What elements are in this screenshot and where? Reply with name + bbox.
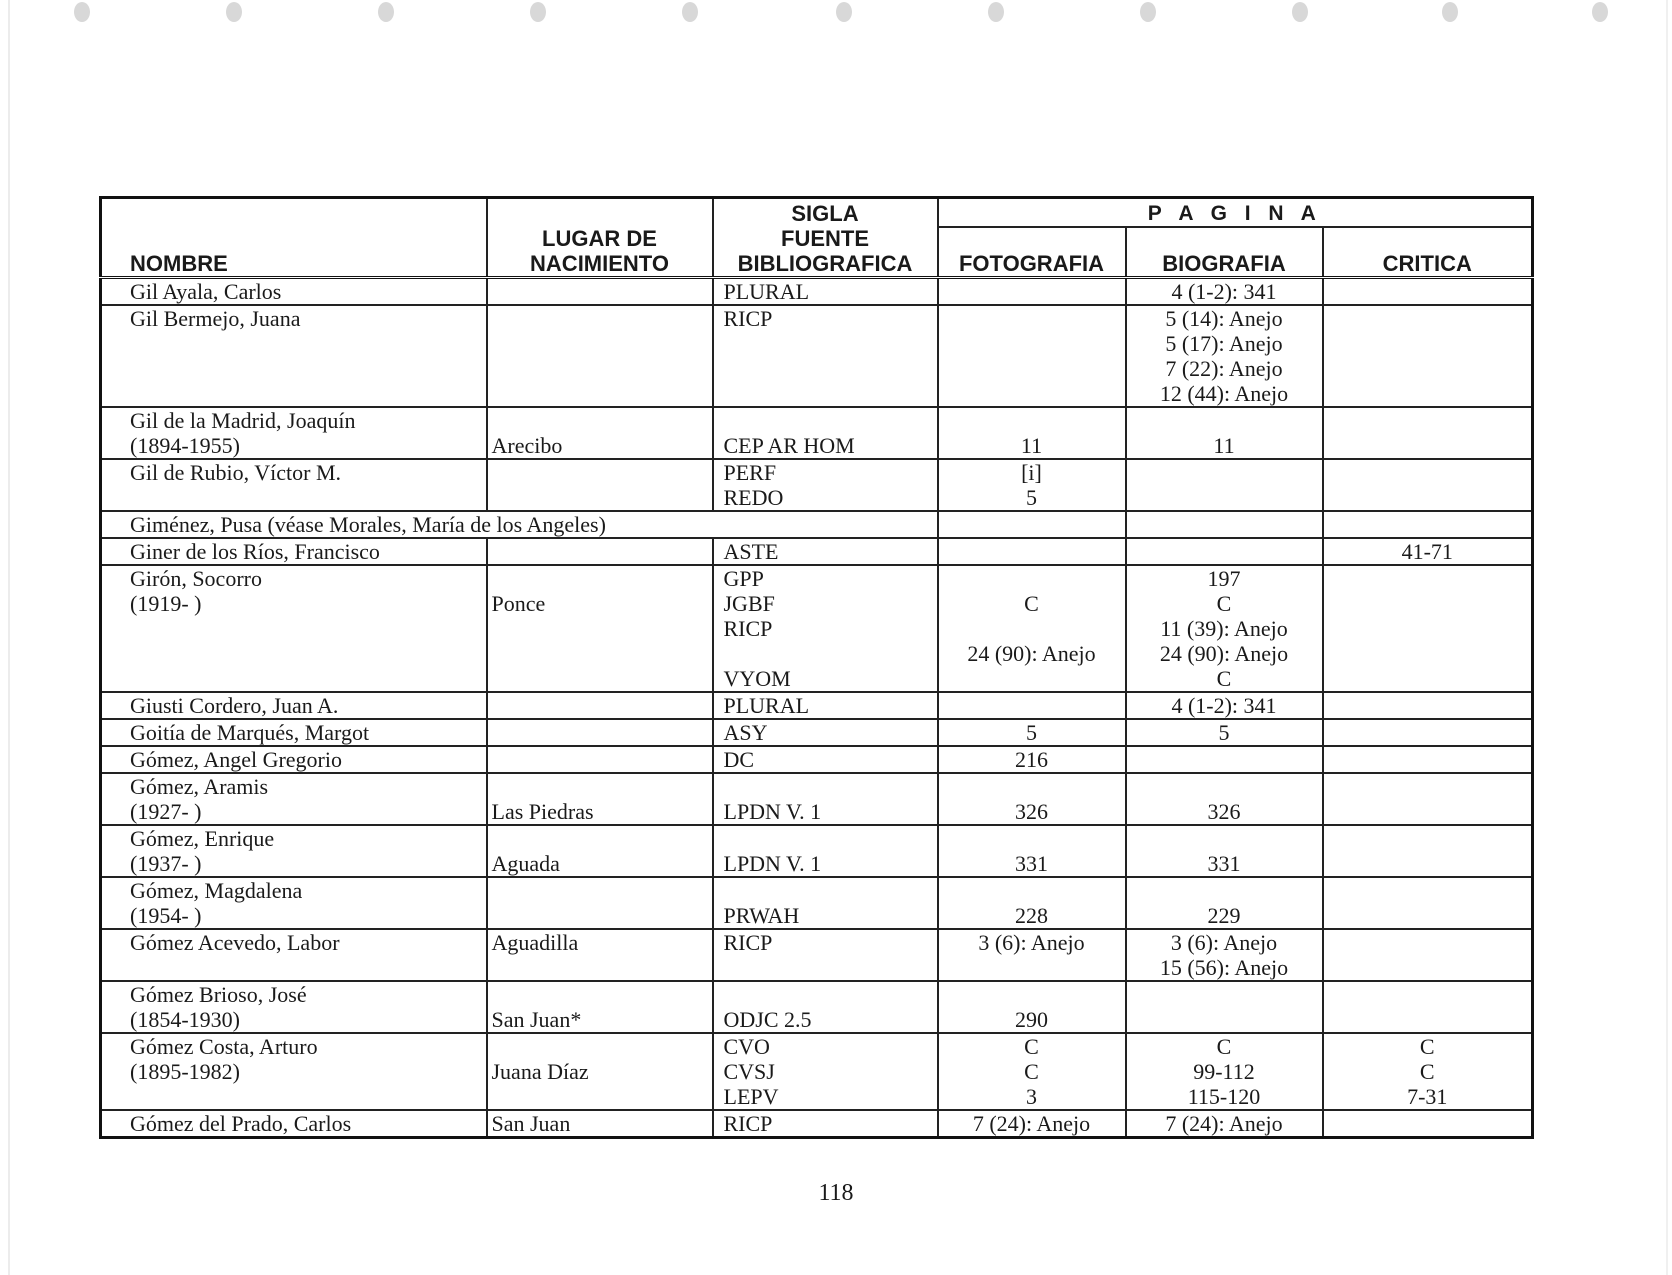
cell-nombre: Gómez, Angel Gregorio [101, 746, 487, 773]
cell-critica [1323, 407, 1533, 459]
table-row [101, 459, 1533, 511]
cell-biografia: C 99-112 115-120 [1126, 1033, 1323, 1110]
table-row [101, 773, 1533, 825]
cell-nombre: Goitía de Marqués, Margot [101, 719, 487, 746]
cell-biografia [1126, 511, 1323, 538]
header-lugar: LUGAR DE NACIMIENTO [487, 198, 713, 278]
cell-sigla: RICP [713, 305, 938, 407]
cell-sigla: CVO CVSJ LEPV [713, 1033, 938, 1110]
binder-hole [226, 2, 242, 22]
cell-critica [1323, 773, 1533, 825]
binder-hole [1292, 2, 1308, 22]
table-row [101, 407, 1533, 459]
cell-nombre: Gómez, Magdalena (1954- ) [101, 877, 487, 929]
cell-fotografia: 7 (24): Anejo [938, 1110, 1126, 1138]
table-row [101, 278, 1533, 306]
cell-biografia: 326 [1126, 773, 1323, 825]
cell-lugar [487, 719, 713, 746]
cell-fotografia [938, 305, 1126, 407]
cell-sigla: ASTE [713, 538, 938, 565]
table-body [101, 278, 1533, 1138]
table-row [101, 929, 1533, 981]
cell-sigla: RICP [713, 929, 938, 981]
binder-holes [0, 0, 1672, 30]
cell-critica [1323, 746, 1533, 773]
binder-hole [74, 2, 90, 22]
binder-hole [378, 2, 394, 22]
cell-fotografia: C 24 (90): Anejo [938, 565, 1126, 692]
table-row [101, 511, 1533, 538]
cell-lugar: Las Piedras [487, 773, 713, 825]
cell-fotografia: C C 3 [938, 1033, 1126, 1110]
cell-lugar [487, 538, 713, 565]
cell-biografia: 197 C 11 (39): Anejo 24 (90): Anejo C [1126, 565, 1323, 692]
page-edge-right [1666, 0, 1668, 1275]
cell-lugar [487, 305, 713, 407]
cell-lugar: Ponce [487, 565, 713, 692]
cell-fotografia: 290 [938, 981, 1126, 1033]
cell-biografia [1126, 981, 1323, 1033]
header-fotografia: FOTOGRAFIA [938, 227, 1126, 278]
cell-nombre: Gómez, Aramis (1927- ) [101, 773, 487, 825]
table-row [101, 565, 1533, 692]
table-row [101, 692, 1533, 719]
cell-lugar [487, 459, 713, 511]
cell-lugar: San Juan [487, 1110, 713, 1138]
cell-lugar: San Juan* [487, 981, 713, 1033]
cell-sigla: ASY [713, 719, 938, 746]
cell-nombre: Girón, Socorro (1919- ) [101, 565, 487, 692]
cell-nombre: Gil de Rubio, Víctor M. [101, 459, 487, 511]
cell-lugar [487, 278, 713, 306]
header-pagina: P A G I N A [938, 198, 1533, 228]
cell-nombre: Gómez Brioso, José (1854-1930) [101, 981, 487, 1033]
cell-biografia: 11 [1126, 407, 1323, 459]
cell-biografia [1126, 538, 1323, 565]
table-row [101, 825, 1533, 877]
cell-lugar: Arecibo [487, 407, 713, 459]
table-row [101, 1110, 1533, 1138]
cell-fotografia [938, 278, 1126, 306]
header-nombre: NOMBRE [101, 198, 487, 278]
cell-critica [1323, 981, 1533, 1033]
cell-critica [1323, 692, 1533, 719]
cell-sigla: PLURAL [713, 278, 938, 306]
cell-critica [1323, 1110, 1533, 1138]
cell-biografia: 3 (6): Anejo 15 (56): Anejo [1126, 929, 1323, 981]
cell-fotografia: 5 [938, 719, 1126, 746]
cell-critica [1323, 877, 1533, 929]
cell-critica [1323, 278, 1533, 306]
cell-lugar [487, 692, 713, 719]
cell-sigla: PRWAH [713, 877, 938, 929]
cell-critica: C C 7-31 [1323, 1033, 1533, 1110]
cell-biografia: 4 (1-2): 341 [1126, 278, 1323, 306]
cell-critica [1323, 719, 1533, 746]
table-row [101, 1033, 1533, 1110]
header-biografia: BIOGRAFIA [1126, 227, 1323, 278]
cell-biografia [1126, 746, 1323, 773]
cell-sigla: PLURAL [713, 692, 938, 719]
cell-fotografia [938, 538, 1126, 565]
cell-fotografia: 3 (6): Anejo [938, 929, 1126, 981]
cell-fotografia [938, 692, 1126, 719]
cell-nombre: Gil Ayala, Carlos [101, 278, 487, 306]
header-critica: CRITICA [1323, 227, 1533, 278]
cell-biografia: 229 [1126, 877, 1323, 929]
cell-fotografia: 228 [938, 877, 1126, 929]
cell-critica: 41-71 [1323, 538, 1533, 565]
page-number: 118 [818, 1180, 854, 1206]
cell-nombre: Gil de la Madrid, Joaquín (1894-1955) [101, 407, 487, 459]
cell-sigla: CEP AR HOM [713, 407, 938, 459]
cell-sigla: DC [713, 746, 938, 773]
cell-sigla: ODJC 2.5 [713, 981, 938, 1033]
table-row [101, 877, 1533, 929]
cell-sigla: LPDN V. 1 [713, 773, 938, 825]
page-edge-left [8, 0, 10, 1275]
table-row [101, 981, 1533, 1033]
cell-fotografia: 216 [938, 746, 1126, 773]
cell-fotografia: 331 [938, 825, 1126, 877]
table-row [101, 719, 1533, 746]
cell-nombre: Gómez Costa, Arturo (1895-1982) [101, 1033, 487, 1110]
cell-nombre: Giménez, Pusa (véase Morales, María de los Angeles) [101, 511, 938, 538]
cell-sigla: GPP JGBF RICP VYOM [713, 565, 938, 692]
header-sigla: SIGLA FUENTE BIBLIOGRAFICA [713, 198, 938, 278]
cell-nombre: Gómez, Enrique (1937- ) [101, 825, 487, 877]
cell-biografia: 5 (14): Anejo 5 (17): Anejo 7 (22): Anejo 12 (44): Anejo [1126, 305, 1323, 407]
cell-lugar: Aguadilla [487, 929, 713, 981]
cell-critica [1323, 565, 1533, 692]
cell-critica [1323, 511, 1533, 538]
binder-hole [836, 2, 852, 22]
cell-lugar: Aguada [487, 825, 713, 877]
binder-hole [1592, 2, 1608, 22]
cell-critica [1323, 825, 1533, 877]
table-row [101, 305, 1533, 407]
cell-lugar [487, 877, 713, 929]
cell-biografia: 7 (24): Anejo [1126, 1110, 1323, 1138]
cell-fotografia [938, 511, 1126, 538]
binder-hole [682, 2, 698, 22]
binder-hole [1140, 2, 1156, 22]
cell-sigla: RICP [713, 1110, 938, 1138]
cell-nombre: Gil Bermejo, Juana [101, 305, 487, 407]
cell-sigla: PERF REDO [713, 459, 938, 511]
cell-biografia: 5 [1126, 719, 1323, 746]
cell-biografia: 331 [1126, 825, 1323, 877]
header-row-top [101, 198, 1533, 228]
cell-nombre: Gómez Acevedo, Labor [101, 929, 487, 981]
cell-biografia [1126, 459, 1323, 511]
bibliographic-index-table [99, 196, 1534, 1139]
binder-hole [988, 2, 1004, 22]
cell-biografia: 4 (1-2): 341 [1126, 692, 1323, 719]
table-row [101, 538, 1533, 565]
cell-nombre: Gómez del Prado, Carlos [101, 1110, 487, 1138]
binder-hole [1442, 2, 1458, 22]
cell-sigla: LPDN V. 1 [713, 825, 938, 877]
cell-fotografia: 326 [938, 773, 1126, 825]
binder-hole [530, 2, 546, 22]
table-row [101, 746, 1533, 773]
cell-nombre: Giner de los Ríos, Francisco [101, 538, 487, 565]
cell-fotografia: [i] 5 [938, 459, 1126, 511]
cell-lugar: Juana Díaz [487, 1033, 713, 1110]
cell-critica [1323, 305, 1533, 407]
cell-lugar [487, 746, 713, 773]
cell-critica [1323, 459, 1533, 511]
cell-critica [1323, 929, 1533, 981]
cell-fotografia: 11 [938, 407, 1126, 459]
cell-nombre: Giusti Cordero, Juan A. [101, 692, 487, 719]
